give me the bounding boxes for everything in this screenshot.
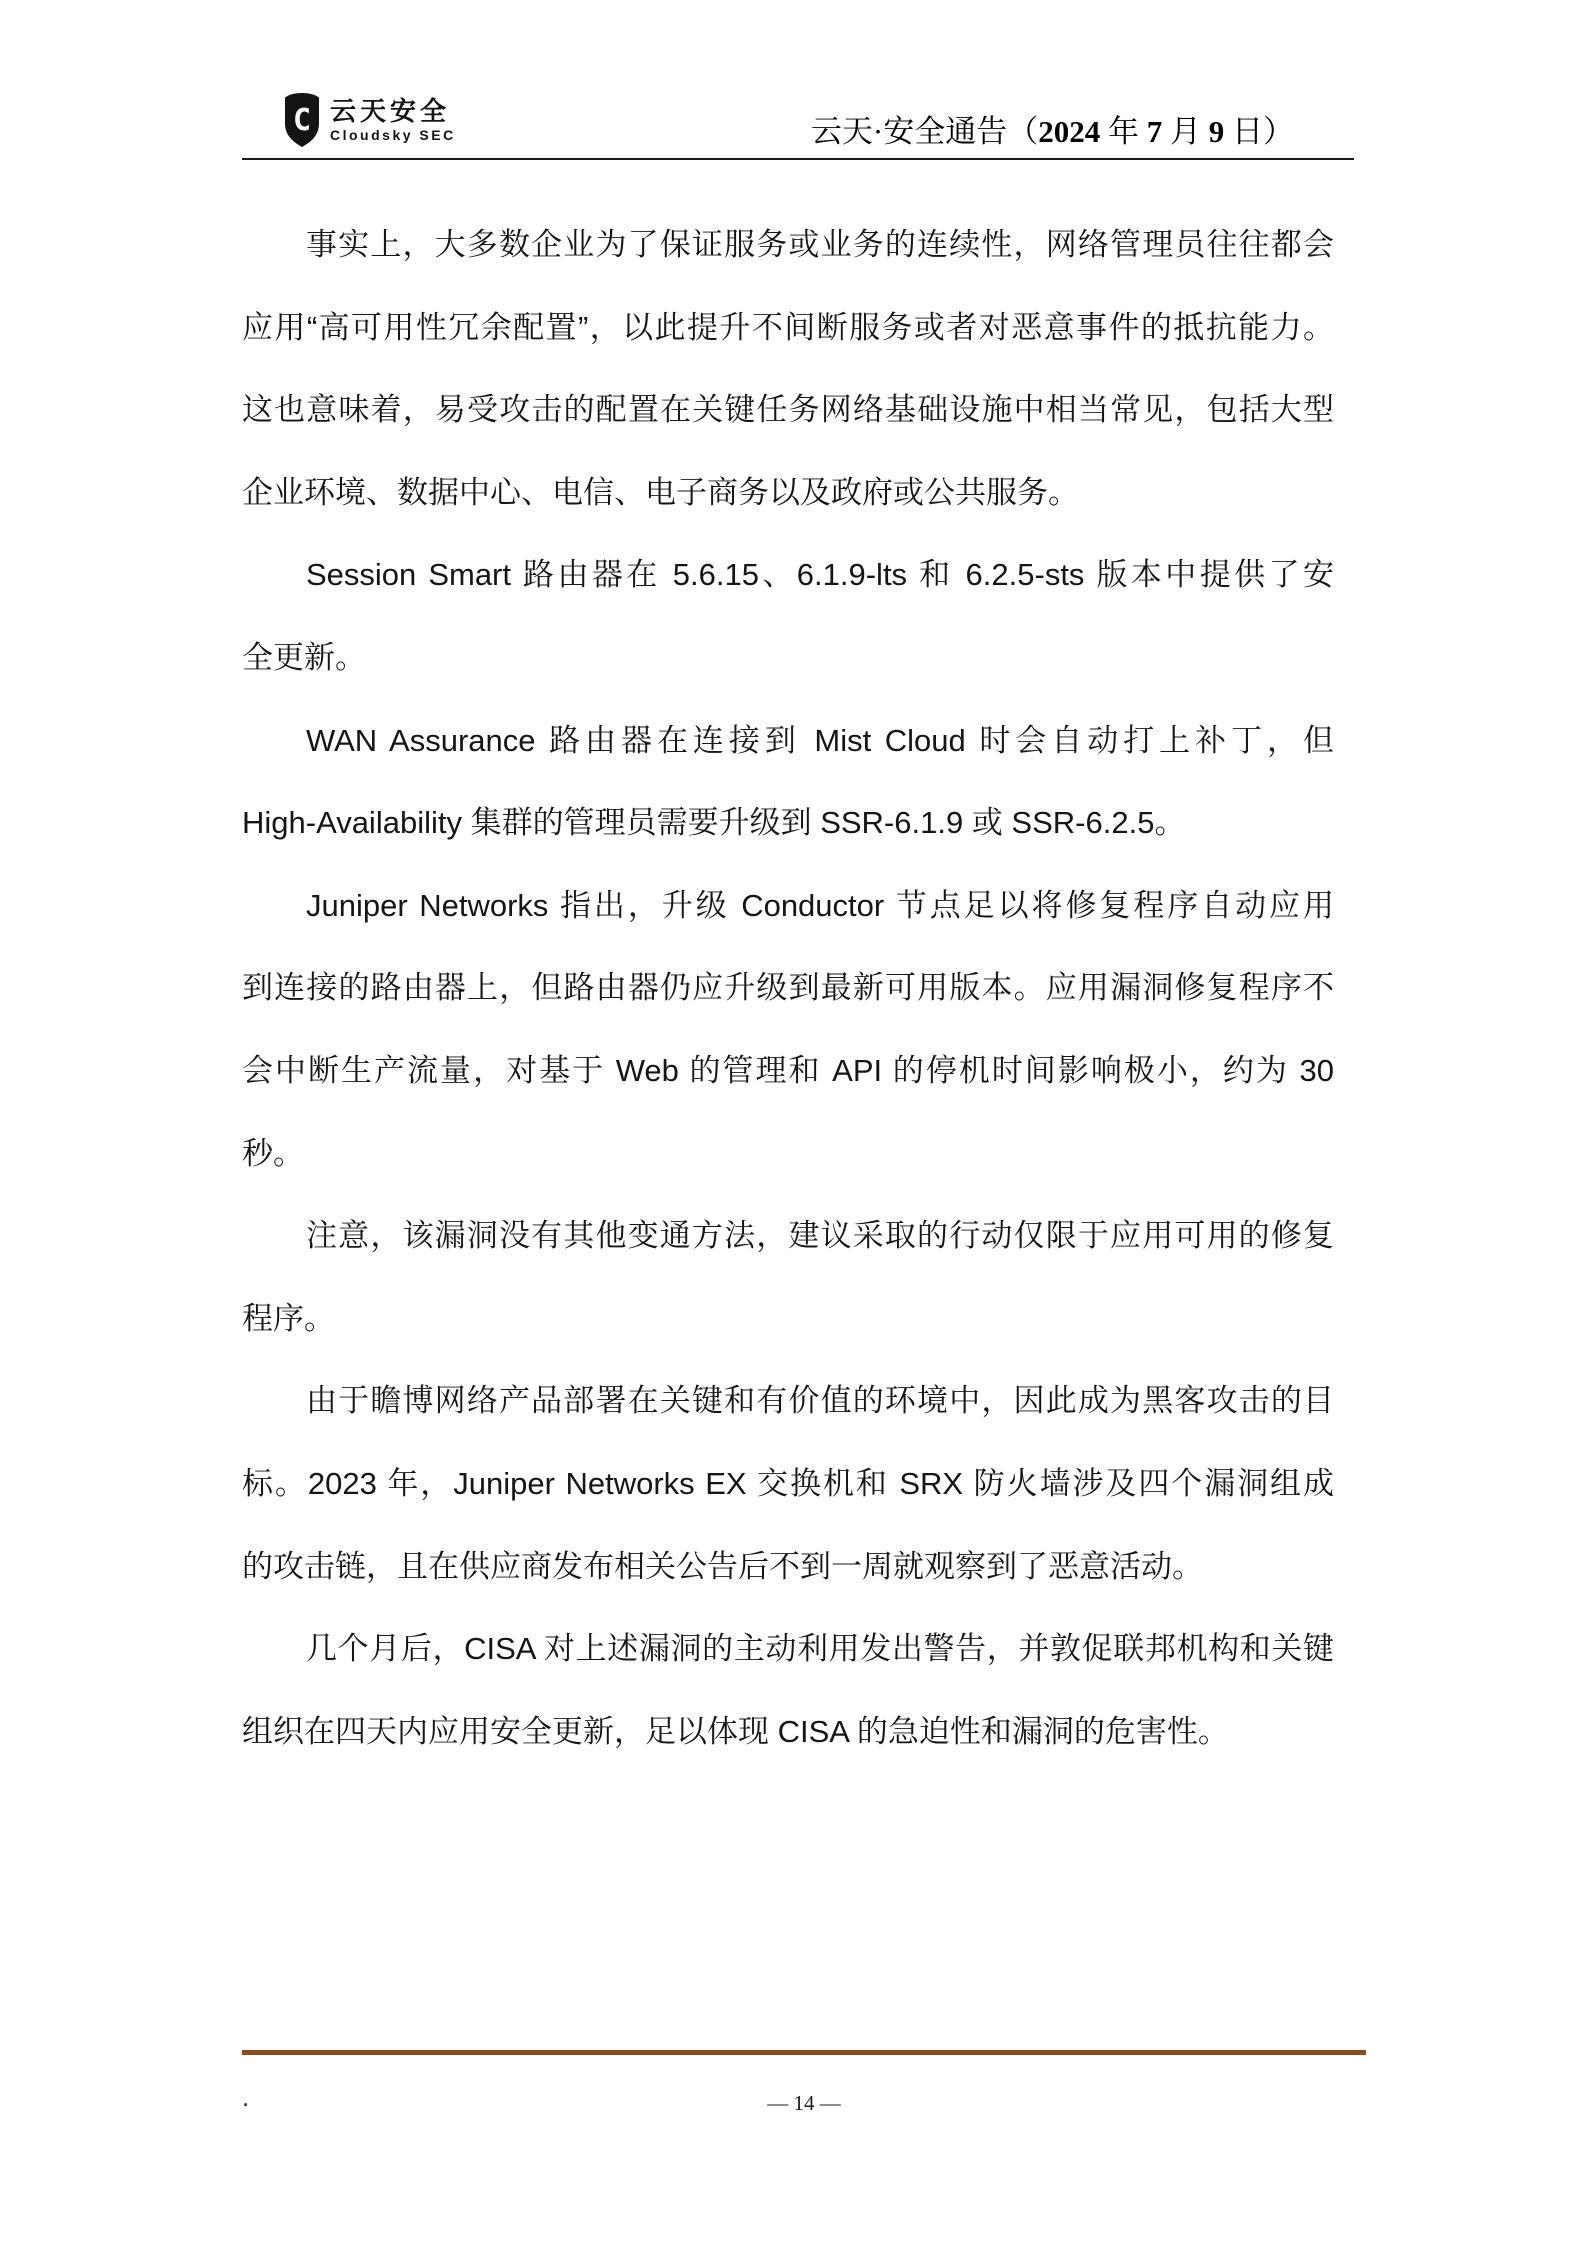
body-paragraphs bbox=[242, 204, 1334, 1773]
cloudsky-logo bbox=[283, 92, 456, 148]
body-line: 事实上，大多数企业为了保证服务或业务的连续性，网络管理员往往都会 bbox=[306, 227, 1334, 262]
body-line: Juniper Networks 指出，升级 Conductor 节点足以将修复程序自动应用 bbox=[306, 887, 1334, 923]
logo-name-cn: 云天安全 bbox=[330, 95, 451, 126]
header-title-segment: 日） bbox=[1224, 114, 1294, 149]
body-line: High-Availability 集群的管理员需要升级到 SSR-6.1.9 或 SSR-6.2.5。 bbox=[242, 805, 1186, 841]
footer-divider bbox=[242, 2050, 1366, 2055]
body-line: 到连接的路由器上，但路由器仍应升级到最新可用版本。应用漏洞修复程序不 bbox=[242, 970, 1334, 1006]
shield-c-logo-icon bbox=[283, 92, 321, 148]
shield-letter: C bbox=[292, 103, 312, 138]
body-line: 会中断生产流量，对基于 Web 的管理和 API 的停机时间影响极小，约为 30 bbox=[242, 1052, 1334, 1088]
header-title-segment: 年 bbox=[1100, 114, 1147, 149]
body-line: 组织在四天内应用安全更新，足以体现 CISA 的急迫性和漏洞的危害性。 bbox=[242, 1713, 1229, 1749]
body-line: 秒。 bbox=[242, 1135, 304, 1171]
body-line: 标。2023 年，Juniper Networks EX 交换机和 SRX 防火墙涉及四个漏洞组成 bbox=[242, 1465, 1334, 1501]
header-title bbox=[811, 112, 1294, 152]
body-line: 应用“高可用性冗余配置”，以此提升不间断服务或者对恶意事件的抵抗能力。 bbox=[242, 309, 1334, 345]
header-title-segment: 7 bbox=[1146, 114, 1163, 149]
body-line: 由于瞻博网络产品部署在关键和有价值的环境中，因此成为黑客攻击的目 bbox=[306, 1383, 1334, 1419]
body-line: WAN Assurance 路由器在连接到 Mist Cloud 时会自动打上补丁，但 bbox=[306, 722, 1334, 758]
logo-text-block bbox=[330, 97, 456, 144]
header-divider bbox=[242, 158, 1354, 160]
page-number: — 14 — bbox=[767, 2091, 841, 2115]
body-line: 几个月后，CISA 对上述漏洞的主动利用发出警告，并敦促联邦机构和关键 bbox=[306, 1631, 1334, 1667]
header-title-segment: 2024 bbox=[1038, 114, 1101, 149]
body-line: 的攻击链，且在供应商发布相关公告后不到一周就观察到了恶意活动。 bbox=[242, 1548, 1203, 1584]
header-title-segment: 云天·安全通告（ bbox=[810, 114, 1039, 149]
header-title-segment: 9 bbox=[1208, 114, 1225, 149]
body-line: 注意，该漏洞没有其他变通方法，建议采取的行动仅限于应用可用的修复 bbox=[306, 1218, 1334, 1254]
body-line: Session Smart 路由器在 5.6.15、6.1.9-lts 和 6.2.5-sts 版本中提供了安 bbox=[306, 557, 1334, 593]
logo-name-en: Cloudsky SEC bbox=[330, 126, 456, 143]
body-line: 程序。 bbox=[242, 1300, 335, 1336]
body-line: 企业环境、数据中心、电信、电子商务以及政府或公共服务。 bbox=[242, 474, 1079, 510]
header-title-segment: 月 bbox=[1162, 114, 1209, 149]
body-line: 全更新。 bbox=[242, 639, 366, 675]
footer-left-dot: . bbox=[242, 2082, 250, 2112]
body-line: 这也意味着，易受攻击的配置在关键任务网络基础设施中相当常见，包括大型 bbox=[242, 392, 1334, 428]
